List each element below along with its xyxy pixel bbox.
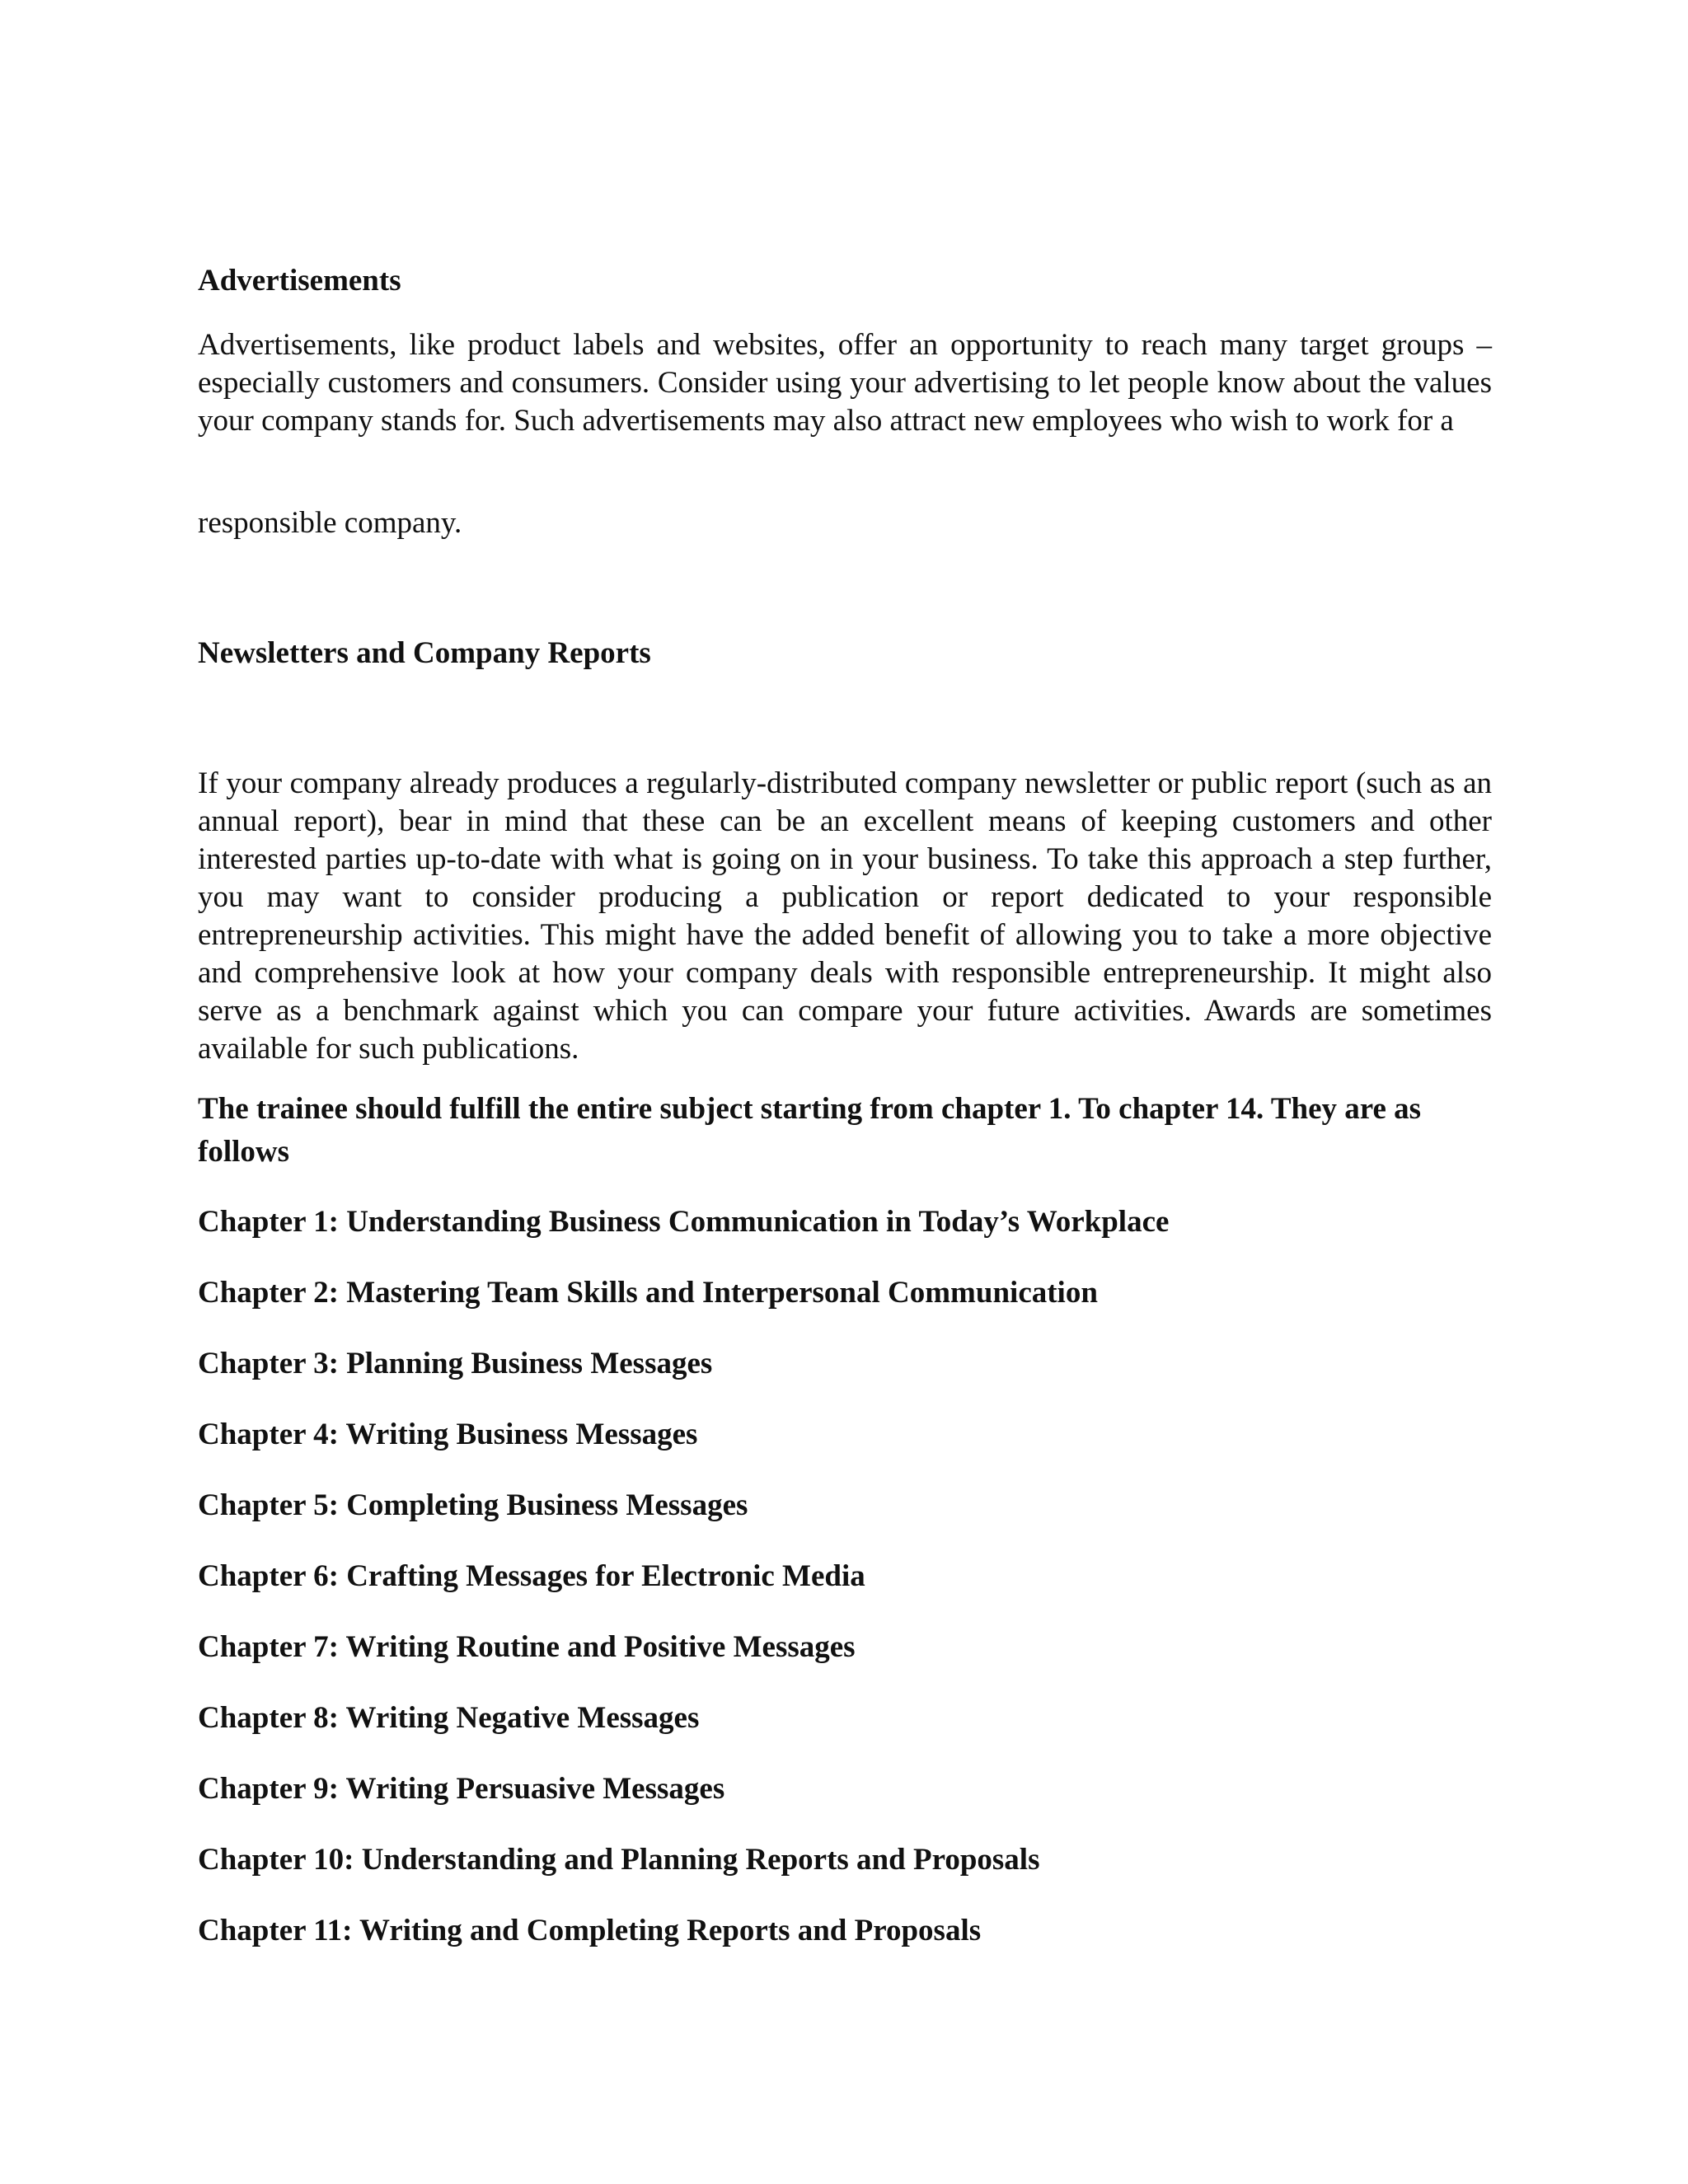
chapter-5: Chapter 5: Completing Business Messages [198, 1488, 748, 1522]
advertisements-paragraph: Advertisements, like product labels and websites, offer an opportunity to reach many target groups – especially customers and consumers. Consider using your advertising to let people know about the values your company stands for. Such advertisements may also attract new employees who wish to work for a [198, 328, 1492, 438]
chapter-7: Chapter 7: Writing Routine and Positive Messages [198, 1630, 856, 1664]
chapter-10: Chapter 10: Understanding and Planning Reports and Proposals [198, 1843, 1040, 1877]
chapter-2: Chapter 2: Mastering Team Skills and Interpersonal Communication [198, 1276, 1098, 1310]
newsletters-paragraph: If your company already produces a regularly-distributed company newsletter or public report (such as an annual report), bear in mind that these can be an excellent means of keeping customers and other interested parties up-to-date with what is going on in your business. To take this approach a step further, you may want to consider producing a publication or report dedicated to your responsible entrepreneurship activities. This might have the added benefit of allowing you to take a more objective and comprehensive look at how your company deals with responsible entrepreneurship. It might also serve as a benchmark against which you can compare your future activities. Awards are sometimes available for such publications. [198, 766, 1492, 1066]
chapter-3: Chapter 3: Planning Business Messages [198, 1347, 713, 1380]
chapter-9: Chapter 9: Writing Persuasive Messages [198, 1772, 725, 1806]
trainee-note: The trainee should fulfill the entire subject starting from chapter 1. To chapter 14. They are as follows [198, 1092, 1422, 1169]
advertisements-continuation: responsible company. [198, 506, 462, 540]
chapter-11: Chapter 11: Writing and Completing Reports and Proposals [198, 1914, 982, 1947]
chapter-4: Chapter 4: Writing Business Messages [198, 1418, 698, 1451]
chapter-8: Chapter 8: Writing Negative Messages [198, 1701, 700, 1735]
advertisements-heading: Advertisements [198, 264, 401, 298]
chapter-6: Chapter 6: Crafting Messages for Electronic Media [198, 1559, 865, 1593]
newsletters-heading: Newsletters and Company Reports [198, 636, 651, 670]
chapter-1: Chapter 1: Understanding Business Communication in Today’s Workplace [198, 1205, 1170, 1239]
